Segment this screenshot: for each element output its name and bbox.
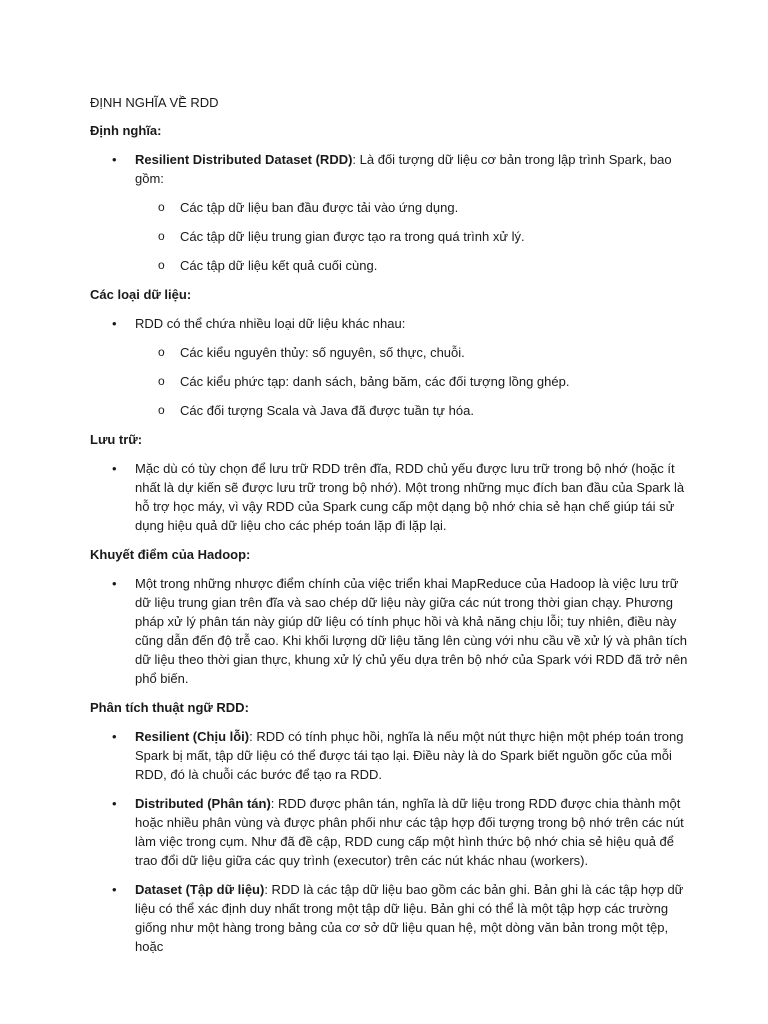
hadoop-list bbox=[90, 574, 690, 688]
definition-sublist bbox=[135, 198, 690, 275]
term-distributed-text: : RDD được phân tán, nghĩa là dữ liệu trong RDD được chia thành một hoặc nhiều phân vùng và được phân phối như các tập hợp đối tượng trong bộ nhớ trên các nút làm việc trong cụm. Như đã đề cập, RDD cung cấp một hình thức bộ nhớ chia sẻ hiệu quả để trao đổi dữ liệu giữa các quy trình (executor) trên các nút khác nhau (workers). bbox=[135, 796, 684, 868]
list-text: Mặc dù có tùy chọn để lưu trữ RDD trên đĩa, RDD chủ yếu được lưu trữ trong bộ nhớ (hoặc ít nhất là dự kiến sẽ được lưu trữ trong bộ nhớ). Một trong những mục đích ban đầu của Spark là hỗ trợ học máy, vì vậy RDD của Spark cung cấp một dạng bộ nhớ chia sẻ hạn chế giúp tái sử dụng hiệu quả dữ liệu cho các phép toán lặp đi lặp lại. bbox=[135, 461, 685, 533]
sub-bullet-icon: o bbox=[158, 258, 165, 272]
sublist-item bbox=[90, 256, 690, 275]
sublist-item bbox=[90, 227, 690, 246]
sublist-item bbox=[90, 198, 690, 217]
bullet-icon: • bbox=[112, 576, 117, 591]
term-resilient: Resilient (Chịu lỗi) bbox=[135, 729, 250, 744]
sublist-text: Các kiểu nguyên thủy: số nguyên, số thực, chuỗi. bbox=[180, 345, 465, 360]
sublist-item bbox=[90, 372, 690, 391]
datatypes-list bbox=[90, 314, 690, 420]
list-item bbox=[90, 794, 690, 870]
bullet-icon: • bbox=[112, 729, 117, 744]
bullet-icon: • bbox=[112, 882, 117, 897]
sub-bullet-icon: o bbox=[158, 403, 165, 417]
sublist-text: Các tập dữ liệu ban đầu được tải vào ứng dụng. bbox=[180, 200, 459, 215]
terms-list bbox=[90, 727, 690, 956]
term-rdd: Resilient Distributed Dataset (RDD) bbox=[135, 152, 353, 167]
list-text: RDD có thể chứa nhiều loại dữ liệu khác nhau: bbox=[135, 316, 406, 331]
heading-definition: Định nghĩa: bbox=[90, 123, 162, 138]
definition-list bbox=[90, 150, 690, 275]
heading-datatypes: Các loại dữ liệu: bbox=[90, 287, 192, 302]
sub-bullet-icon: o bbox=[158, 374, 165, 388]
sub-bullet-icon: o bbox=[158, 200, 165, 214]
heading-storage: Lưu trữ: bbox=[90, 432, 143, 447]
term-rdd-text: : Là đối tượng dữ liệu cơ bản trong lập trình Spark, bao gồm: bbox=[135, 152, 672, 186]
sub-bullet-icon: o bbox=[158, 229, 165, 243]
sublist-item bbox=[90, 343, 690, 362]
bullet-icon: • bbox=[112, 316, 117, 331]
storage-list bbox=[90, 459, 690, 535]
term-dataset-text: : RDD là các tập dữ liệu bao gồm các bản ghi. Bản ghi là các tập hợp dữ liệu có thể xác định duy nhất trong một tập dữ liệu. Bản ghi có thể là một tập hợp các trường giống như một hàng trong bảng của cơ sở dữ liệu quan hệ, một dòng văn bản trong một tệp, hoặc bbox=[135, 882, 684, 954]
heading-terms: Phân tích thuật ngữ RDD: bbox=[90, 700, 249, 715]
term-dataset: Dataset (Tập dữ liệu) bbox=[135, 882, 265, 897]
term-distributed: Distributed (Phân tán) bbox=[135, 796, 271, 811]
document-body bbox=[90, 93, 690, 966]
heading-hadoop: Khuyết điểm của Hadoop: bbox=[90, 547, 251, 562]
bullet-icon: • bbox=[112, 796, 117, 811]
datatypes-sublist bbox=[135, 343, 690, 420]
list-item bbox=[90, 727, 690, 784]
sublist-text: Các đối tượng Scala và Java đã được tuần tự hóa. bbox=[180, 403, 474, 418]
list-item bbox=[90, 150, 690, 275]
list-text: Một trong những nhược điểm chính của việc triển khai MapReduce của Hadoop là việc lưu trữ dữ liệu trung gian trên đĩa và sao chép dữ liệu này giữa các nút trong thời gian chạy. Phương pháp xử lý phân tán này giúp dữ liệu có tính phục hồi và khả năng chịu lỗi; tuy nhiên, điều này cũng dẫn đến độ trễ cao. Khi khối lượng dữ liệu tăng lên cùng với nhu cầu về xử lý và phân tích dữ liệu theo thời gian thực, khung xử lý chủ yếu dựa trên bộ nhớ của Spark với RDD đã trở nên phổ biến. bbox=[135, 576, 688, 686]
sub-bullet-icon: o bbox=[158, 345, 165, 359]
list-item bbox=[90, 459, 690, 535]
sublist-text: Các tập dữ liệu kết quả cuối cùng. bbox=[180, 258, 378, 273]
list-item bbox=[90, 314, 690, 420]
bullet-icon: • bbox=[112, 461, 117, 476]
term-resilient-text: : RDD có tính phục hồi, nghĩa là nếu một nút thực hiện một phép toán trong Spark bị mất, tập dữ liệu có thể được tái tạo lại. Điều này là do Spark biết nguồn gốc của mỗi RDD, đó là chuỗi các bước để tạo ra RDD. bbox=[135, 729, 684, 782]
document-title: ĐỊNH NGHĨA VỀ RDD bbox=[90, 95, 219, 110]
bullet-icon: • bbox=[112, 152, 117, 167]
sublist-text: Các tập dữ liệu trung gian được tạo ra trong quá trình xử lý. bbox=[180, 229, 525, 244]
list-item bbox=[90, 880, 690, 956]
sublist-item bbox=[90, 401, 690, 420]
list-item bbox=[90, 574, 690, 688]
sublist-text: Các kiểu phức tạp: danh sách, bảng băm, các đối tượng lồng ghép. bbox=[180, 374, 570, 389]
